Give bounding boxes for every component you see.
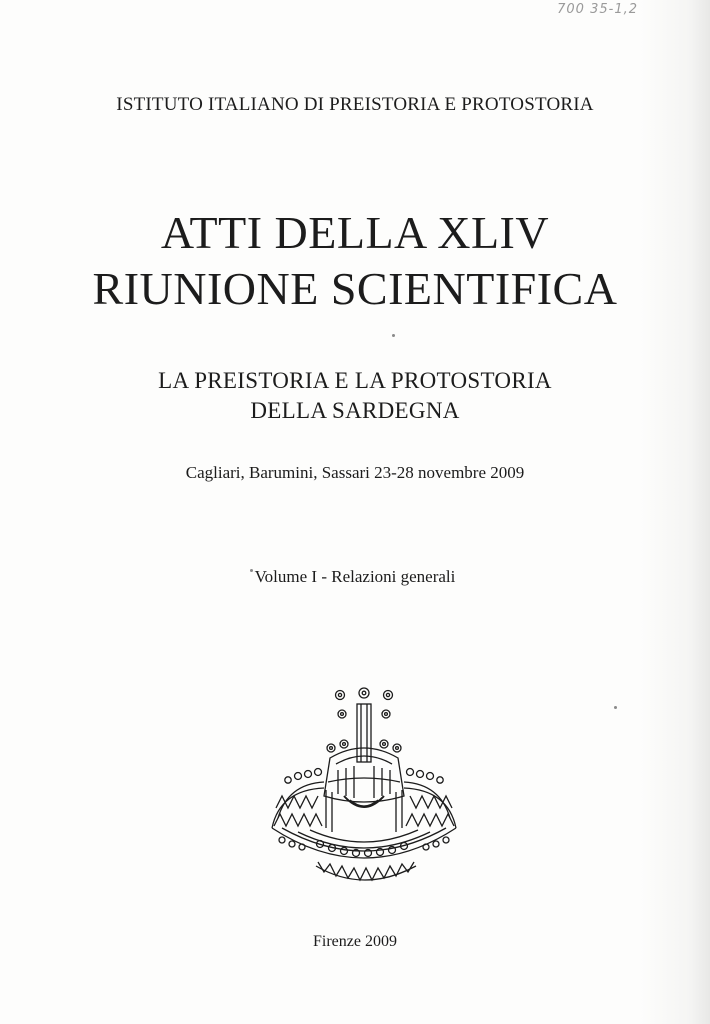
scan-speck bbox=[614, 706, 617, 709]
scan-speck bbox=[392, 334, 395, 337]
scan-speck bbox=[250, 569, 253, 572]
volume-label: Volume I - Relazioni generali bbox=[254, 567, 456, 586]
scan-edge-shadow bbox=[640, 0, 710, 1024]
book-subtitle-line-2: DELLA SARDEGNA bbox=[250, 398, 460, 423]
publication-place-year: Firenze 2009 bbox=[313, 933, 397, 950]
book-title-line-2: RIUNIONE SCIENTIFICA bbox=[92, 263, 618, 314]
book-subtitle-line-1: LA PREISTORIA E LA PROTOSTORIA bbox=[158, 368, 552, 393]
event-dates: Cagliari, Barumini, Sassari 23-28 novembre 2009 bbox=[185, 463, 525, 482]
book-title-line-1: ATTI DELLA XLIV bbox=[160, 207, 550, 258]
handwritten-shelf-mark: 700 35-1,2 bbox=[557, 2, 638, 17]
book-title bbox=[0, 205, 710, 317]
book-subtitle bbox=[0, 366, 710, 426]
nuragic-pectoral-emblem-icon bbox=[258, 678, 470, 893]
publisher-institute: ISTITUTO ITALIANO DI PREISTORIA E PROTOSTORIA bbox=[116, 94, 594, 115]
